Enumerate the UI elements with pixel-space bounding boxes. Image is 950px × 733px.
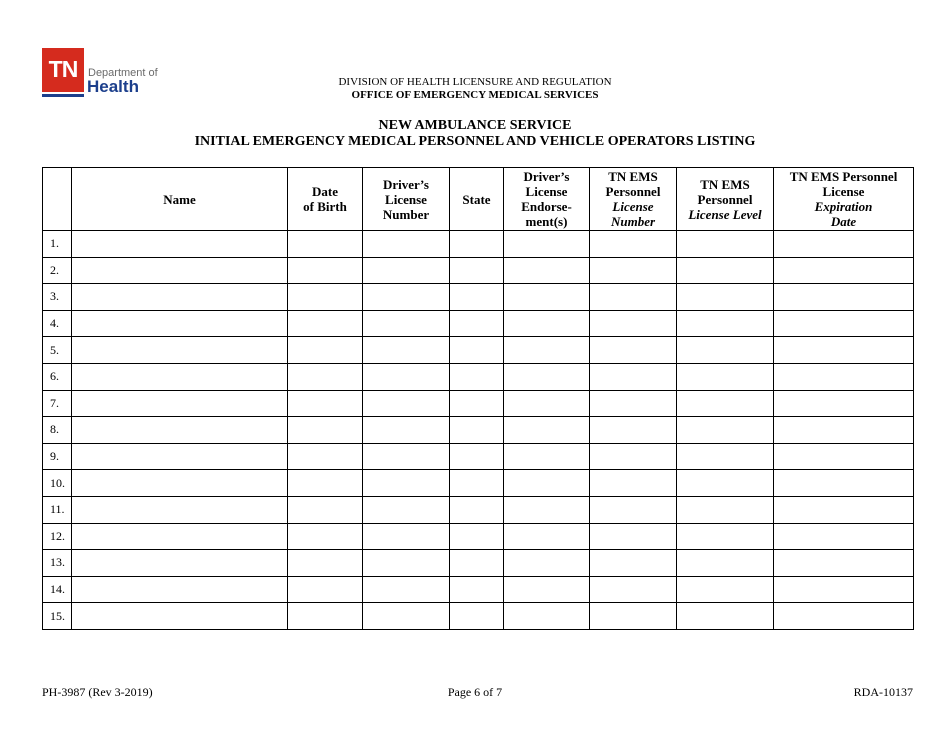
cell-endorsements[interactable]	[504, 576, 590, 603]
cell-ems-license-number[interactable]	[590, 284, 677, 311]
cell-name[interactable]	[72, 310, 288, 337]
cell-state[interactable]	[450, 603, 504, 630]
table-row	[43, 496, 914, 523]
form-subtitle: INITIAL EMERGENCY MEDICAL PERSONNEL AND VEHICLE OPERATORS LISTING	[194, 134, 756, 149]
cell-state[interactable]	[450, 390, 504, 417]
table-row	[43, 603, 914, 630]
row-number: 7.	[43, 390, 72, 417]
form-title: NEW AMBULANCE SERVICE	[378, 118, 572, 133]
cell-dob[interactable]	[288, 576, 363, 603]
header-state: State	[450, 168, 504, 231]
cell-dl-number[interactable]	[363, 337, 450, 364]
cell-name[interactable]	[72, 363, 288, 390]
header-ems-license-expiration: TN EMS Personnel License Expiration Date	[774, 168, 914, 231]
cell-ems-license-level[interactable]	[677, 390, 774, 417]
cell-dl-number[interactable]	[363, 443, 450, 470]
cell-endorsements[interactable]	[504, 284, 590, 311]
table-row	[43, 576, 914, 603]
cell-ems-license-number[interactable]	[590, 390, 677, 417]
cell-dob[interactable]	[288, 443, 363, 470]
row-number: 5.	[43, 337, 72, 364]
cell-endorsements[interactable]	[504, 470, 590, 497]
table-row	[43, 390, 914, 417]
cell-state[interactable]	[450, 443, 504, 470]
row-number: 4.	[43, 310, 72, 337]
cell-dl-number[interactable]	[363, 390, 450, 417]
cell-ems-expiration[interactable]	[774, 417, 914, 444]
cell-ems-license-level[interactable]	[677, 284, 774, 311]
table-row	[43, 523, 914, 550]
cell-dob[interactable]	[288, 603, 363, 630]
cell-endorsements[interactable]	[504, 550, 590, 577]
cell-ems-expiration[interactable]	[774, 576, 914, 603]
cell-ems-license-level[interactable]	[677, 470, 774, 497]
cell-ems-license-level[interactable]	[677, 231, 774, 258]
logo-dept-text: Department of	[88, 67, 158, 79]
row-number: 8.	[43, 417, 72, 444]
rda-number: RDA-10137	[853, 685, 913, 699]
cell-ems-expiration[interactable]	[774, 496, 914, 523]
cell-ems-expiration[interactable]	[774, 231, 914, 258]
cell-name[interactable]	[72, 443, 288, 470]
cell-ems-license-level[interactable]	[677, 496, 774, 523]
cell-ems-license-number[interactable]	[590, 523, 677, 550]
cell-ems-expiration[interactable]	[774, 523, 914, 550]
cell-dob[interactable]	[288, 496, 363, 523]
cell-dl-number[interactable]	[363, 550, 450, 577]
row-number: 13.	[43, 550, 72, 577]
cell-dob[interactable]	[288, 550, 363, 577]
cell-dob[interactable]	[288, 231, 363, 258]
cell-ems-expiration[interactable]	[774, 310, 914, 337]
cell-state[interactable]	[450, 576, 504, 603]
cell-ems-expiration[interactable]	[774, 470, 914, 497]
header-date-of-birth: Date of Birth	[288, 168, 363, 231]
cell-state[interactable]	[450, 337, 504, 364]
cell-dl-number[interactable]	[363, 496, 450, 523]
cell-ems-expiration[interactable]	[774, 390, 914, 417]
cell-endorsements[interactable]	[504, 523, 590, 550]
cell-name[interactable]	[72, 576, 288, 603]
cell-name[interactable]	[72, 257, 288, 284]
cell-dl-number[interactable]	[363, 417, 450, 444]
cell-state[interactable]	[450, 231, 504, 258]
cell-dob[interactable]	[288, 310, 363, 337]
cell-dl-number[interactable]	[363, 310, 450, 337]
personnel-listing-table	[42, 167, 914, 630]
table-row	[43, 257, 914, 284]
cell-ems-license-number[interactable]	[590, 257, 677, 284]
cell-endorsements[interactable]	[504, 417, 590, 444]
cell-ems-license-number[interactable]	[590, 443, 677, 470]
cell-ems-license-number[interactable]	[590, 337, 677, 364]
cell-ems-license-number[interactable]	[590, 417, 677, 444]
cell-name[interactable]	[72, 523, 288, 550]
row-number: 6.	[43, 363, 72, 390]
form-number: PH-3987 (Rev 3-2019)	[42, 685, 153, 699]
cell-name[interactable]	[72, 337, 288, 364]
cell-state[interactable]	[450, 284, 504, 311]
cell-ems-license-level[interactable]	[677, 257, 774, 284]
cell-ems-license-number[interactable]	[590, 231, 677, 258]
cell-state[interactable]	[450, 417, 504, 444]
cell-name[interactable]	[72, 603, 288, 630]
cell-ems-license-level[interactable]	[677, 417, 774, 444]
row-number: 9.	[43, 443, 72, 470]
row-number: 1.	[43, 231, 72, 258]
division-heading: DIVISION OF HEALTH LICENSURE AND REGULATION	[338, 76, 612, 88]
header-drivers-license-number: Driver’s License Number	[363, 168, 450, 231]
cell-ems-license-level[interactable]	[677, 363, 774, 390]
cell-ems-license-level[interactable]	[677, 337, 774, 364]
cell-name[interactable]	[72, 550, 288, 577]
cell-dob[interactable]	[288, 390, 363, 417]
cell-ems-expiration[interactable]	[774, 443, 914, 470]
cell-dob[interactable]	[288, 363, 363, 390]
cell-name[interactable]	[72, 417, 288, 444]
cell-ems-license-number[interactable]	[590, 470, 677, 497]
cell-state[interactable]	[450, 470, 504, 497]
table-row	[43, 417, 914, 444]
cell-endorsements[interactable]	[504, 496, 590, 523]
cell-ems-license-number[interactable]	[590, 496, 677, 523]
table-row	[43, 231, 914, 258]
row-number: 2.	[43, 257, 72, 284]
cell-dl-number[interactable]	[363, 576, 450, 603]
header-row-number	[43, 168, 72, 231]
cell-endorsements[interactable]	[504, 337, 590, 364]
cell-ems-license-level[interactable]	[677, 443, 774, 470]
table-row	[43, 310, 914, 337]
office-heading: OFFICE OF EMERGENCY MEDICAL SERVICES	[351, 89, 599, 101]
cell-ems-license-number[interactable]	[590, 550, 677, 577]
logo-health-text: Health	[87, 77, 139, 96]
table-row	[43, 443, 914, 470]
table-row	[43, 550, 914, 577]
cell-ems-license-level[interactable]	[677, 550, 774, 577]
table-row	[43, 363, 914, 390]
cell-ems-license-number[interactable]	[590, 310, 677, 337]
cell-dob[interactable]	[288, 284, 363, 311]
cell-state[interactable]	[450, 496, 504, 523]
header-ems-license-number: TN EMS Personnel License Number	[590, 168, 677, 231]
cell-endorsements[interactable]	[504, 390, 590, 417]
cell-dob[interactable]	[288, 337, 363, 364]
cell-name[interactable]	[72, 231, 288, 258]
cell-ems-license-number[interactable]	[590, 576, 677, 603]
cell-endorsements[interactable]	[504, 310, 590, 337]
cell-dl-number[interactable]	[363, 603, 450, 630]
cell-dob[interactable]	[288, 417, 363, 444]
cell-ems-license-number[interactable]	[590, 363, 677, 390]
cell-state[interactable]	[450, 523, 504, 550]
row-number: 3.	[43, 284, 72, 311]
logo-tn-text: TN	[48, 56, 78, 82]
cell-name[interactable]	[72, 470, 288, 497]
row-number: 11.	[43, 496, 72, 523]
cell-name[interactable]	[72, 496, 288, 523]
cell-endorsements[interactable]	[504, 231, 590, 258]
cell-endorsements[interactable]	[504, 443, 590, 470]
cell-ems-license-level[interactable]	[677, 523, 774, 550]
table-row	[43, 337, 914, 364]
table-row	[43, 284, 914, 311]
cell-dl-number[interactable]	[363, 257, 450, 284]
cell-ems-license-level[interactable]	[677, 603, 774, 630]
cell-state[interactable]	[450, 310, 504, 337]
cell-endorsements[interactable]	[504, 257, 590, 284]
cell-dl-number[interactable]	[363, 470, 450, 497]
cell-state[interactable]	[450, 363, 504, 390]
cell-endorsements[interactable]	[504, 363, 590, 390]
row-number: 14.	[43, 576, 72, 603]
cell-dob[interactable]	[288, 257, 363, 284]
cell-name[interactable]	[72, 284, 288, 311]
cell-dob[interactable]	[288, 523, 363, 550]
header-ems-license-level: TN EMS Personnel License Level	[677, 168, 774, 231]
cell-endorsements[interactable]	[504, 603, 590, 630]
header-name: Name	[72, 168, 288, 231]
cell-state[interactable]	[450, 550, 504, 577]
cell-ems-expiration[interactable]	[774, 550, 914, 577]
cell-ems-license-level[interactable]	[677, 576, 774, 603]
cell-name[interactable]	[72, 390, 288, 417]
header-license-endorsements: Driver’s License Endorse- ment(s)	[504, 168, 590, 231]
table-row	[43, 470, 914, 497]
cell-dl-number[interactable]	[363, 231, 450, 258]
cell-dl-number[interactable]	[363, 284, 450, 311]
table-header-row	[43, 168, 914, 231]
cell-ems-expiration[interactable]	[774, 257, 914, 284]
cell-ems-license-number[interactable]	[590, 603, 677, 630]
row-number: 12.	[43, 523, 72, 550]
cell-ems-expiration[interactable]	[774, 337, 914, 364]
cell-dl-number[interactable]	[363, 363, 450, 390]
page-number: Page 6 of 7	[447, 685, 503, 699]
cell-ems-expiration[interactable]	[774, 284, 914, 311]
cell-dl-number[interactable]	[363, 523, 450, 550]
cell-dob[interactable]	[288, 470, 363, 497]
row-number: 10.	[43, 470, 72, 497]
row-number: 15.	[43, 603, 72, 630]
cell-state[interactable]	[450, 257, 504, 284]
cell-ems-expiration[interactable]	[774, 363, 914, 390]
cell-ems-expiration[interactable]	[774, 603, 914, 630]
cell-ems-license-level[interactable]	[677, 310, 774, 337]
